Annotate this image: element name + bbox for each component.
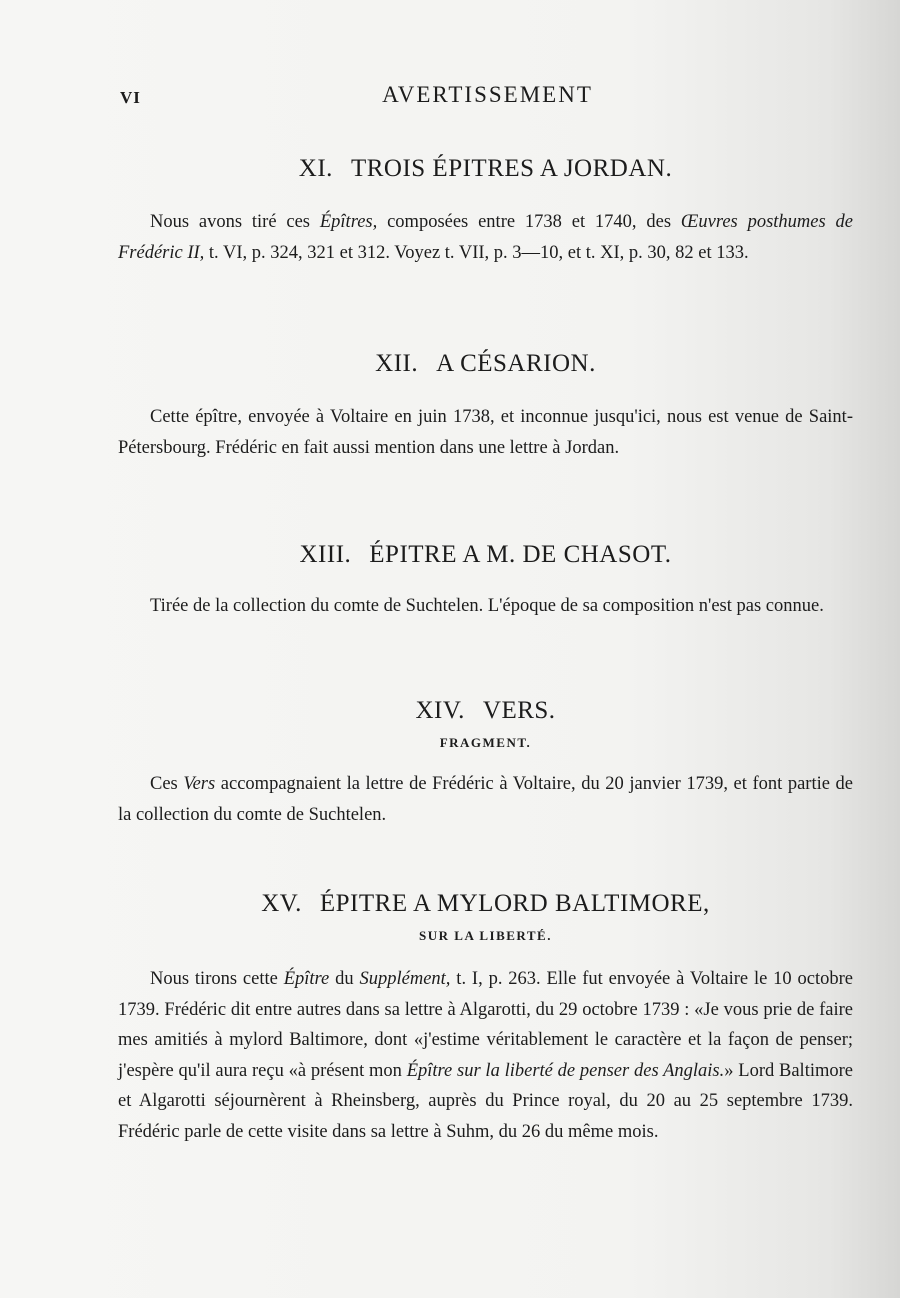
paragraph-text: Nous avons tiré ces bbox=[150, 212, 320, 232]
section-title: A CÉSARION. bbox=[436, 350, 596, 377]
running-title: AVERTISSEMENT bbox=[382, 82, 593, 107]
paragraph-text: accompagnaient la lettre de Frédéric à Voltaire, du 20 janvier 1739, et font partie de la collection du comte de Suchtelen. bbox=[118, 774, 853, 825]
italic-text: Épître bbox=[283, 969, 330, 989]
section-xiii bbox=[118, 541, 853, 622]
section-number: XIII. bbox=[299, 541, 352, 568]
section-title: ÉPITRE A M. DE CHASOT. bbox=[369, 541, 672, 568]
paragraph-text: Cette épître, envoyée à Voltaire en juin 1738, et inconnue jusqu'ici, nous est venue de Saint-Pétersbourg. Frédéric en fait aussi mention dans une lettre à Jordan. bbox=[118, 407, 853, 458]
paragraph-text: Nous tirons cette bbox=[150, 969, 284, 989]
section-paragraph bbox=[118, 769, 853, 830]
section-paragraph bbox=[118, 591, 853, 622]
section-paragraph bbox=[118, 964, 853, 1147]
section-heading bbox=[118, 697, 853, 725]
section-subtitle: FRAGMENT. bbox=[439, 735, 532, 750]
page-header bbox=[120, 82, 855, 112]
section-title: TROIS ÉPITRES A JORDAN. bbox=[350, 155, 673, 182]
italic-text: Épîtres, bbox=[319, 212, 378, 232]
paragraph-text: composées entre 1738 et 1740, des bbox=[377, 212, 681, 232]
section-xv bbox=[118, 890, 853, 1147]
italic-text: Supplément, bbox=[359, 969, 451, 989]
paragraph-text: Tirée de la collection du comte de Suchtelen. L'époque de sa composition n'est pas connue. bbox=[150, 596, 824, 616]
section-number: XII. bbox=[375, 350, 419, 377]
section-number: XI. bbox=[298, 155, 333, 182]
section-xiv bbox=[118, 697, 853, 830]
italic-text: Vers bbox=[183, 774, 216, 794]
section-number: XIV. bbox=[415, 697, 465, 724]
section-subtitle: SUR LA LIBERTÉ. bbox=[419, 928, 552, 943]
section-paragraph bbox=[118, 207, 853, 268]
section-title: VERS. bbox=[482, 697, 556, 724]
section-heading bbox=[118, 541, 853, 569]
section-xii bbox=[118, 350, 853, 463]
page-number: VI bbox=[120, 88, 141, 107]
paragraph-text: du bbox=[329, 969, 360, 989]
italic-text: Épître sur la liberté de penser des Anglais. bbox=[406, 1060, 725, 1081]
italic-text: Œuvres posthumes de Frédéric II, bbox=[118, 212, 853, 263]
paragraph-text: Ces bbox=[150, 774, 184, 794]
section-heading bbox=[118, 155, 853, 183]
paragraph-text: t. VI, p. 324, 321 et 312. Voyez t. VII, p. 3—10, et t. XI, p. 30, 82 et 133. bbox=[204, 242, 749, 263]
section-paragraph bbox=[118, 402, 853, 463]
section-number: XV. bbox=[261, 890, 302, 917]
section-xi bbox=[118, 155, 853, 268]
paragraph-text: » Lord Baltimore et Algarotti séjournèrent à Rheinsberg, auprès du Prince royal, du 20 au 25 septembre 1739. Frédéric parle de cette visite dans sa lettre à Suhm, du 26 du même mois. bbox=[118, 1060, 853, 1142]
section-title: ÉPITRE A MYLORD BALTIMORE, bbox=[319, 890, 710, 917]
paragraph-text: t. I, p. 263. Elle fut envoyée à Voltaire le 10 octobre 1739. Frédéric dit entre autres dans sa lettre à Algarotti, du 29 octobre 1739 : «Je vous prie de faire mes amitiés à mylord Baltimore, dont «j'estime véritablement le caractère et la façon de penser; j'espère qu'il aura reçu «à présent mon bbox=[118, 969, 853, 1081]
section-heading bbox=[118, 350, 853, 378]
section-heading bbox=[118, 890, 853, 918]
